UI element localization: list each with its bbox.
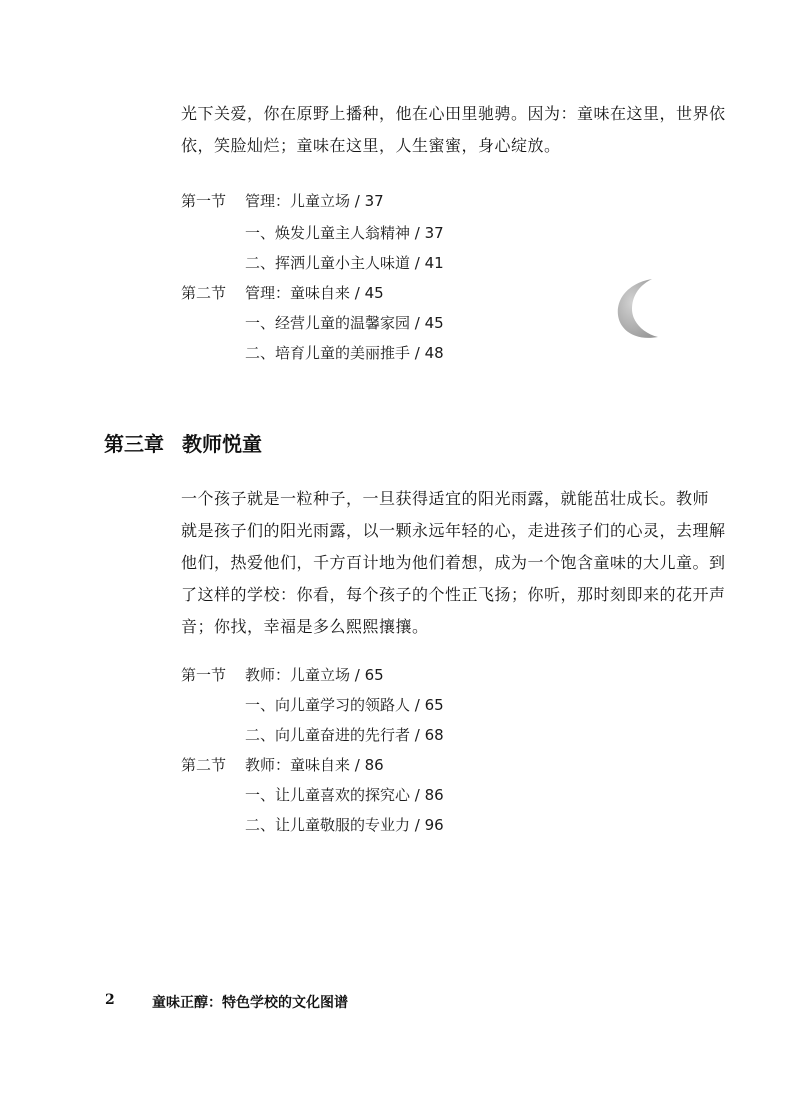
- book-title: 童味正醇：特色学校的文化图谱: [152, 995, 348, 1011]
- chapter-line: 就是孩子们的阳光雨露，以一颗永远年轻的心，走进孩子们的心灵，去理解: [181, 521, 726, 540]
- intro-line: 依，笑脸灿烂；童味在这里，人生蜜蜜，身心绽放。: [181, 136, 561, 155]
- section-title-link[interactable]: 管理：童味自来 / 45: [245, 284, 384, 302]
- chapter-title: 教师悦童: [182, 432, 262, 456]
- toc-item-link[interactable]: 一、经营儿童的温馨家园 / 45: [245, 314, 444, 332]
- section-label: 第一节: [181, 666, 227, 684]
- section-label: 第二节: [181, 756, 227, 774]
- toc-item-link[interactable]: 一、焕发儿童主人翁精神 / 37: [245, 224, 444, 242]
- toc-item-link[interactable]: 二、挥洒儿童小主人味道 / 41: [245, 254, 444, 272]
- toc-item-link[interactable]: 二、向儿童奋进的先行者 / 68: [245, 726, 444, 744]
- section-title-link[interactable]: 管理：儿童立场 / 37: [245, 192, 384, 210]
- toc-item-link[interactable]: 二、让儿童敬服的专业力 / 96: [245, 816, 444, 834]
- toc-item-link[interactable]: 一、让儿童喜欢的探究心 / 86: [245, 786, 444, 804]
- chapter-line: 一个孩子就是一粒种子，一旦获得适宜的阳光雨露，就能茁壮成长。教师: [181, 489, 710, 508]
- chapter-label: 第三章: [104, 432, 164, 456]
- chapter-paragraph: [181, 483, 726, 643]
- toc-item-link[interactable]: 一、向儿童学习的领路人 / 65: [245, 696, 444, 714]
- section-title-link[interactable]: 教师：儿童立场 / 65: [245, 666, 384, 684]
- chapter-line: 了这样的学校：你看，每个孩子的个性正飞扬；你听，那时刻即来的花开声: [181, 585, 726, 604]
- section-label: 第一节: [181, 192, 227, 210]
- toc-item-link[interactable]: 二、培育儿童的美丽推手 / 48: [245, 344, 444, 362]
- chapter-line: 音；你找，幸福是多么熙熙攘攘。: [181, 617, 429, 636]
- section-title-link[interactable]: 教师：童味自来 / 86: [245, 756, 384, 774]
- intro-paragraph: [181, 98, 726, 162]
- chapter-heading: [104, 428, 262, 457]
- crescent-moon-icon: [612, 277, 672, 341]
- section-label: 第二节: [181, 284, 227, 302]
- chapter-line: 他们，热爱他们，千方百计地为他们着想，成为一个饱含童味的大儿童。到: [181, 553, 726, 572]
- intro-line: 光下关爱，你在原野上播种，他在心田里驰骋。因为：童味在这里，世界依: [181, 104, 726, 123]
- page-number: 2: [105, 992, 115, 1008]
